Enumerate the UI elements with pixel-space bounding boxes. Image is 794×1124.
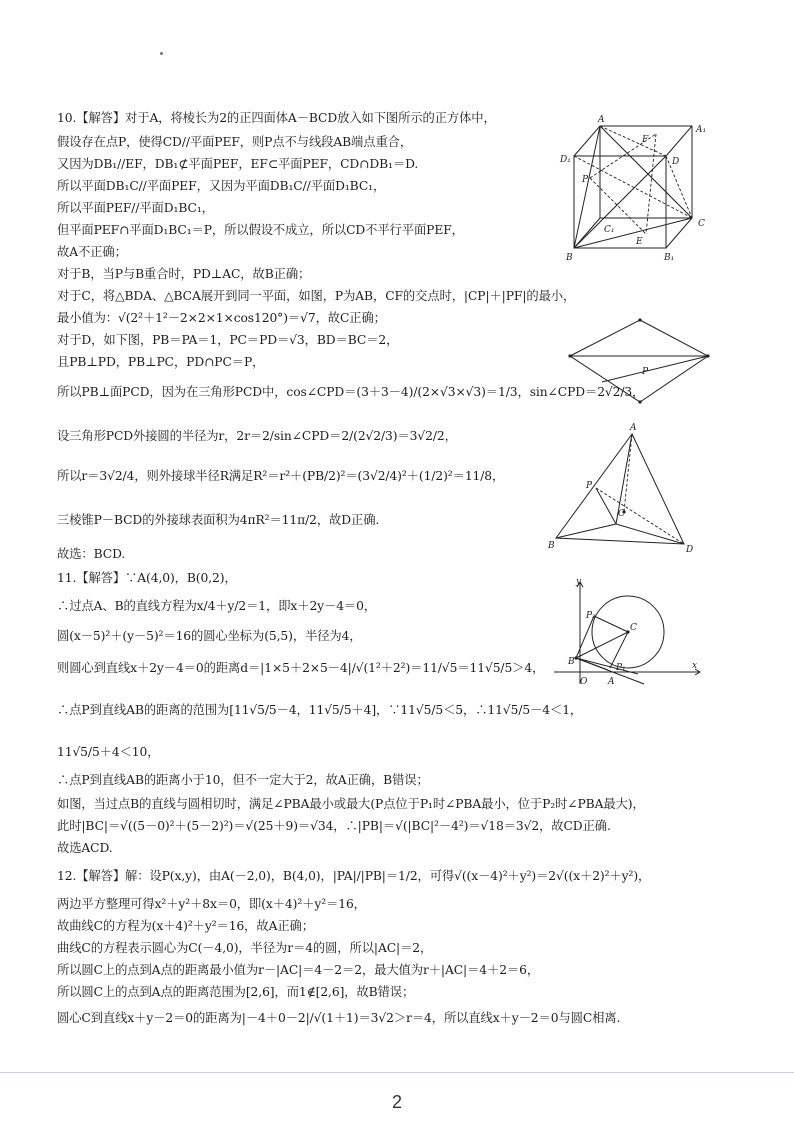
figure-label: P [642,367,649,377]
text-line: 对于D，如下图，PB＝PA＝1，PC＝PD＝√3，BD＝BC＝2， [57,333,399,347]
text-line: 又因为DB₁//EF，DB₁⊄平面PEF，EF⊂平面PEF，CD∩DB₁＝D. [57,157,419,171]
text-line: 所以圆C上的点到A点的距离最小值为r－|AC|＝4－2＝2，最大值为r＋|AC|＝4＋2＝6， [57,963,540,977]
text-line: 则圆心到直线x＋2y－4＝0的距离d＝|1×5＋2×5－4|/√(1²＋2²)＝11/√5＝11√5/5＞4， [57,661,545,675]
cube-figure [560,112,720,262]
text-line: 三棱锥P－BCD的外接球表面积为4πR²＝11π/2，故D正确. [57,513,380,527]
figure-label: D [672,157,680,167]
scan-speck [160,52,163,55]
figure-label: x [692,661,698,671]
text-line: 所以圆C上的点到A点的距离范围为[2,6]，而1∉[2,6]，故B错误； [57,985,415,999]
text-line: 圆(x－5)²＋(y－5)²＝16的圆心坐标为(5,5)，半径为4， [57,629,362,643]
rhombus-figure [562,312,722,412]
text-line: ∴过点A、B的直线方程为x/4＋y/2＝1，即x＋2y－4＝0， [57,599,377,613]
text-line: 对于C，将△BDA、△BCA展开到同一平面，如图，P为AB，CF的交点时，|CP|＋|PF|的最小， [57,289,576,303]
figure-label: F [642,135,649,145]
figure-label: B [566,253,573,263]
text-line: 设三角形PCD外接圆的半径为r，2r＝2/sin∠CPD＝2/(2√2/3)＝3√2/2， [57,429,457,443]
text-line: 两边平方整理可得x²＋y²＋8x＝0，即(x＋4)²＋y²＝16， [57,897,366,911]
text-line: 所以平面DB₁C//平面PEF，又因为平面DB₁C//平面D₁BC₁， [57,179,386,193]
text-line: 10.【解答】对于A，将棱长为2的正四面体A－BCD放入如下图所示的正方体中， [57,111,496,125]
circle-tangent-figure [550,576,710,688]
figure-label: C [618,509,625,519]
figure-label: C [630,623,637,633]
figure-label: C₁ [604,225,615,235]
text-line: 此时|BC|＝√((5－0)²＋(5－2)²)＝√(25＋9)＝√34，∴|PB|＝√(|BC|²－4²)＝√18＝3√2，故CD正确. [57,819,611,833]
figure-label: C [698,219,705,229]
text-line: 所以平面PEF//平面D₁BC₁， [57,201,214,215]
figure-label: D [686,545,694,555]
text-line: 12.【解答】解：设P(x,y)，由A(－2,0)，B(4,0)，|PA|/|PB|＝1/2，可得√((x－4)²＋y²)＝2√((x＋2)²＋y²)， [57,869,651,883]
figure-label: y [576,577,582,587]
text-line: ∴点P到直线AB的距离的范围为[11√5/5－4，11√5/5＋4]，∵11√5/5＜5，∴11√5/5－4＜1， [57,703,583,717]
text-line: 假设存在点P，使得CD//平面PEF，则P点不与线段AB端点重合， [57,135,413,149]
footer-divider [0,1072,794,1073]
figure-label: E [636,237,643,247]
figure-label: P₁ [616,663,626,673]
text-line: 如图，当过点B的直线与圆相切时，满足∠PBA最小或最大(P点位于P₁时∠PBA最小，位于P₂时∠PBA最大)， [57,797,645,811]
figure-label: P [582,175,589,185]
figure-label: A [598,115,605,125]
text-line: 最小值为：√(2²＋1²－2×2×1×cos120°)＝√7，故C正确； [57,311,386,325]
text-line: 11√5/5＋4＜10， [57,745,160,759]
figure-label: P [586,481,593,491]
text-line: ∴点P到直线AB的距离小于10，但不一定大于2，故A正确，B错误； [57,773,429,787]
text-line: 所以PB⊥面PCD，因为在三角形PCD中，cos∠CPD＝(3＋3－4)/(2×√3×√3)＝1/3，sin∠CPD＝2√2/3， [57,385,645,399]
text-line: 且PB⊥PD，PB⊥PC，PD∩PC＝P， [57,355,265,369]
figure-label: D₁ [560,155,571,165]
figure-label: B [568,657,575,667]
text-line: 但平面PEF∩平面D₁BC₁＝P，所以假设不成立，所以CD不平行平面PEF， [57,223,464,237]
text-line: 圆心C到直线x＋y－2＝0的距离为|－4＋0－2|/√(1＋1)＝3√2＞r＝4，所以直线x＋y－2＝0与圆C相离. [57,1011,621,1025]
figure-label: O [580,677,588,687]
text-line: 所以r＝3√2/4，则外接球半径R满足R²＝r²＋(PB/2)²＝(3√2/4)²＋(1/2)²＝11/8， [57,469,505,483]
tetrahedron-figure [546,423,706,556]
figure-label: A₁ [696,125,707,135]
text-line: 11.【解答】∵A(4,0)，B(0,2)， [57,571,237,585]
figure-label: A [608,677,615,687]
page-number: 2 [391,1092,402,1112]
figure-label: A [630,423,637,433]
figure-label: B [548,541,555,551]
text-line: 故选ACD. [57,841,113,855]
text-line: 故选：BCD. [57,547,126,561]
text-line: 曲线C的方程表示圆心为C(－4,0)，半径为r＝4的圆，所以|AC|＝2， [57,941,433,955]
text-line: 对于B，当P与B重合时，PD⊥AC，故B正确； [57,267,311,281]
figure-label: B₁ [664,253,675,263]
text-line: 故A不正确； [57,245,127,259]
figure-label: P₂ [586,611,596,621]
text-line: 故曲线C的方程为(x＋4)²＋y²＝16，故A正确； [57,919,314,933]
